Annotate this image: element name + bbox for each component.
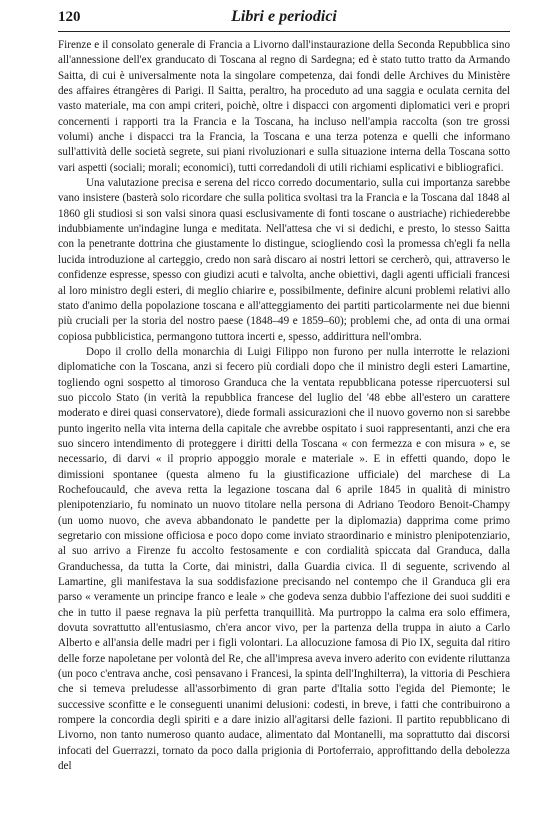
body-text	[58, 38, 510, 775]
paragraph: Firenze e il consolato generale di Francia a Livorno dall'instaurazione della Seconda Repubblica sino all'annessione dell'ex granducato di Toscana al regno di Sardegna; ed è stato tutto tratto da Armando Saitta, di cui è universalmente nota la singolare competenza, dai fondi delle Archives du Ministère des affaires étrangères di Parigi. Il Saitta, peraltro, ha proceduto ad una saggia e oculata cernita del vasto materiale, ma con ampi criteri, poichè, oltre i dispacci con argomenti diplomatici veri e propri concernenti i rapporti tra la Francia e la Toscana, ha incluso nell'ampia raccolta (son tre grossi volumi) anche i dispacci tra la Francia, la Toscana e una terza potenza e quelli che informano sull'attività delle società segrete, sui piani rivoluzionari e sulla situazione interna della Toscana sotto vari aspetti (sociali; morali; economici), tutti corredandoli di utili richiami esplicativi e bibliografici.	[58, 39, 510, 174]
paragraph: Dopo il crollo della monarchia di Luigi Filippo non furono per nulla interrotte le relazioni diplomatiche con la Toscana, anzi si fecero più cordiali dopo che il ministro degli esteri Lamartine, togliendo ogni sospetto al timoroso Granduca che la ventata repubblicana potesse ripercuotersi sul suo piccolo Stato (in verità la repubblica francese del luglio del '48 ebbe all'estero un carattere moderato e direi quasi conservatore), diede formali assicurazioni che il nuovo governo non si sarebbe punto ingerito nella vita interna della capitale che avrebbe ospitato i suoi rappresentanti, anzi che era suo sincero intendimento di proteggere i diritti della Toscana « con fermezza e con misura » e, se necessario, di darvi « il proprio appoggio morale e materiale ». E in effetti quando, dopo le dimissioni spontanee (questa almeno fu la giustificazione ufficiale) del marchese di La Rochefoucauld, che aveva retta la legazione toscana dal 6 aprile 1845 in qualità di ministro plenipotenziario, fu nominato un nuovo titolare nella persona di Adriano Teodoro Benoit-Champy (un uomo nuovo, che aveva abbandonato le pandette per la diplomazia) dapprima come primo segretario con missione officiosa e poco dopo come inviato straordinario e ministro plenipotenziario, al suo arrivo a Firenze fu accolto festosamente e con cordialità spiccata dal Granduca, dalla Granduchessa, da tutta la Corte, dai ministri, dalla Guardia civica. Il di seguente, scrivendo al Lamartine, gli manifestava la sua soddisfazione precisando nel contempo che il Granduca gli era parso « veramente un principe franco e leale » che godeva senza dubbio l'affezione dei suoi sudditi e che in tutto il paese regnava la più perfetta tranquillità. Ma purtroppo la calma era solo effimera, dovuta sovrattutto all'entusiasmo, ch'era ancor vivo, per la partenza della truppa in aiuto a Carlo Alberto e all'ansia delle madri per i figli volontari. La allocuzione famosa di Pio IX, seguita dal ritiro delle forze napoletane per volontà del Re, che all'impresa aveva invero aderito con evidente riluttanza (un poco c'entrava anche, così pensavano i Francesi, la spinta dell'Inghilterra), la vittoria di Peschiera che si temeva preludesse all'assorbimento di gran parte d'Italia sotto l'egida del Piemonte; le successive sconfitte e le conseguenti unanimi delusioni: codesti, in breve, i fatti che contribuirono a rompere la concordia degli spiriti e a dare inizio all'agitarsi delle fazioni. Il partito repubblicano di Livorno, non tanto numeroso quanto audace, alimentato dal Montanelli, ma soprattutto dai discorsi infocati del Guerrazzi, tornato da poco dalla prigionia di Portoferraio, approfittando della debolezza del	[58, 345, 510, 773]
page-header	[58, 5, 510, 32]
page-number: 120	[58, 9, 81, 25]
paragraph: Una valutazione precisa e serena del ricco corredo documentario, sulla cui importanza sarebbe vano insistere (basterà solo ricordare che sulla politica svoltasi tra la Francia e la Toscana dal 1848 al 1860 gli studiosi si son valsi sinora quasi esclusivamente di fonti toscane o austriache) richiederebbe indubbiamente un'indagine lunga e meditata. Nell'attesa che vi si dedichi, e presto, lo stesso Saitta con la penetrante dottrina che giustamente lo distingue, sciogliendo così la promessa ch'egli fa nella lucida introduzione al carteggio, credo non sarà discaro ai nostri lettori se cercherò, qui, attraverso le confidenze espresse, spesso con giudizi acuti e talvolta, anche obiettivi, dagli agenti ufficiali francesi al loro ministro degli esteri, di meglio chiarire e, possibilmente, definire alcuni problemi relativi allo stato d'animo della popolazione toscana e all'atteggiamento dei partiti particolarmente nei due bienni più cruciali per la storia del nostro paese (1848–49 e 1859–60); problemi che, ad onta di una ormai copiosa pubblicistica, permangono tuttora incerti e, spesso, addirittura nell'ombra.	[58, 177, 510, 343]
running-title: Libri e periodici	[231, 8, 337, 25]
